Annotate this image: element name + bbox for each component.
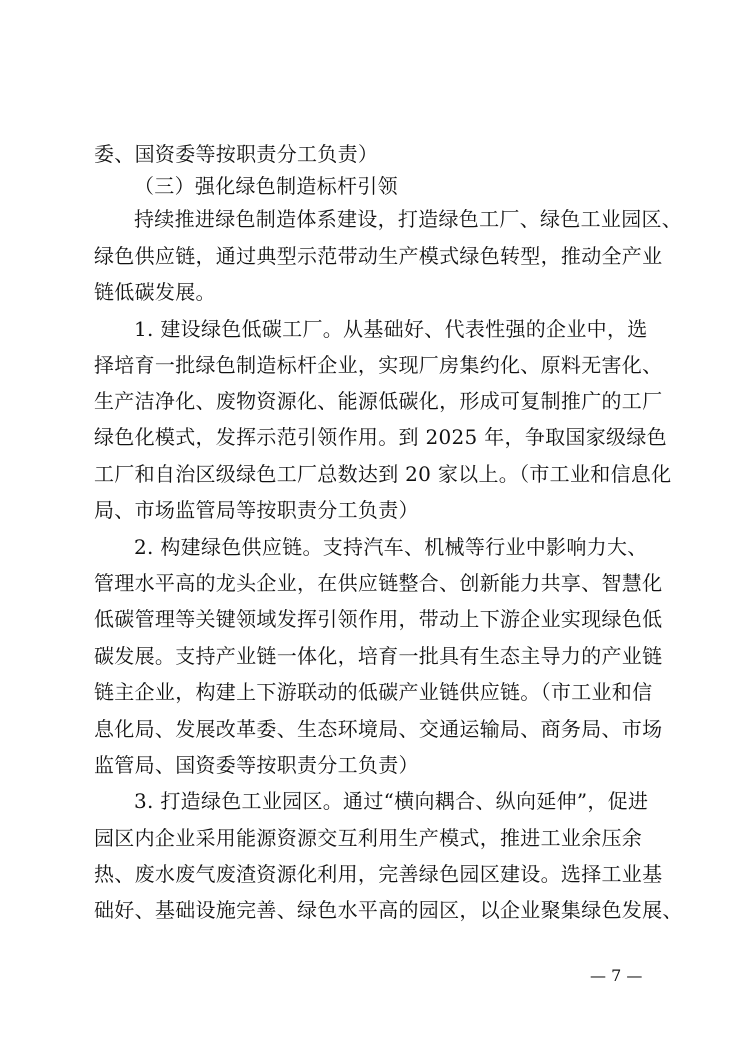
text-line: 链主企业，构建上下游联动的低碳产业链供应链。（市工业和信 (94, 680, 653, 704)
text-line: 管理水平高的龙头企业，在供应链整合、创新能力共享、智慧化 (94, 571, 663, 595)
text-line: 局、市场监管局等按职责分工负责） (94, 498, 419, 522)
text-line: 低碳管理等关键领域发挥引领作用，带动上下游企业实现绿色低 (94, 607, 663, 631)
text-line: 绿色供应链，通过典型示范带动生产模式绿色转型，推动全产业 (94, 244, 663, 268)
text-line: 2. 构建绿色供应链。支持汽车、机械等行业中影响力大、 (134, 535, 648, 559)
text-line: 础好、基础设施完善、绿色水平高的园区，以企业聚集绿色发展、 (94, 898, 683, 922)
text-line: 息化局、发展改革委、生态环境局、交通运输局、商务局、市场 (94, 717, 663, 741)
text-line: 热、废水废气废渣资源化利用，完善绿色园区建设。选择工业基 (94, 862, 663, 886)
text-line: 持续推进绿色制造体系建设，打造绿色工厂、绿色工业园区、 (134, 207, 683, 231)
text-line: 绿色化模式，发挥示范引领作用。到 2025 年，争取国家级绿色 (94, 425, 667, 449)
text-line: 监管局、国资委等按职责分工负责） (94, 753, 419, 777)
text-line: 碳发展。支持产业链一体化，培育一批具有生态主导力的产业链 (94, 644, 663, 668)
text-line: 园区内企业采用能源资源交互利用生产模式，推进工业余压余 (94, 826, 643, 850)
text-line: 链低碳发展。 (94, 280, 216, 304)
page-number: — 7 — (590, 966, 643, 985)
section-heading: （三）强化绿色制造标杆引领 (134, 174, 398, 198)
text-line: 3. 打造绿色工业园区。通过“横向耦合、纵向延伸”，促进 (134, 789, 649, 813)
text-line: 生产洁净化、废物资源化、能源低碳化，形成可复制推广的工厂 (94, 389, 663, 413)
text-line: 择培育一批绿色制造标杆企业，实现厂房集约化、原料无害化、 (94, 353, 663, 377)
text-line: 1. 建设绿色低碳工厂。从基础好、代表性强的企业中，选 (134, 317, 648, 341)
text-line: 委、国资委等按职责分工负责） (94, 142, 379, 166)
text-line: 工厂和自治区级绿色工厂总数达到 20 家以上。（市工业和信息化 (94, 462, 672, 486)
